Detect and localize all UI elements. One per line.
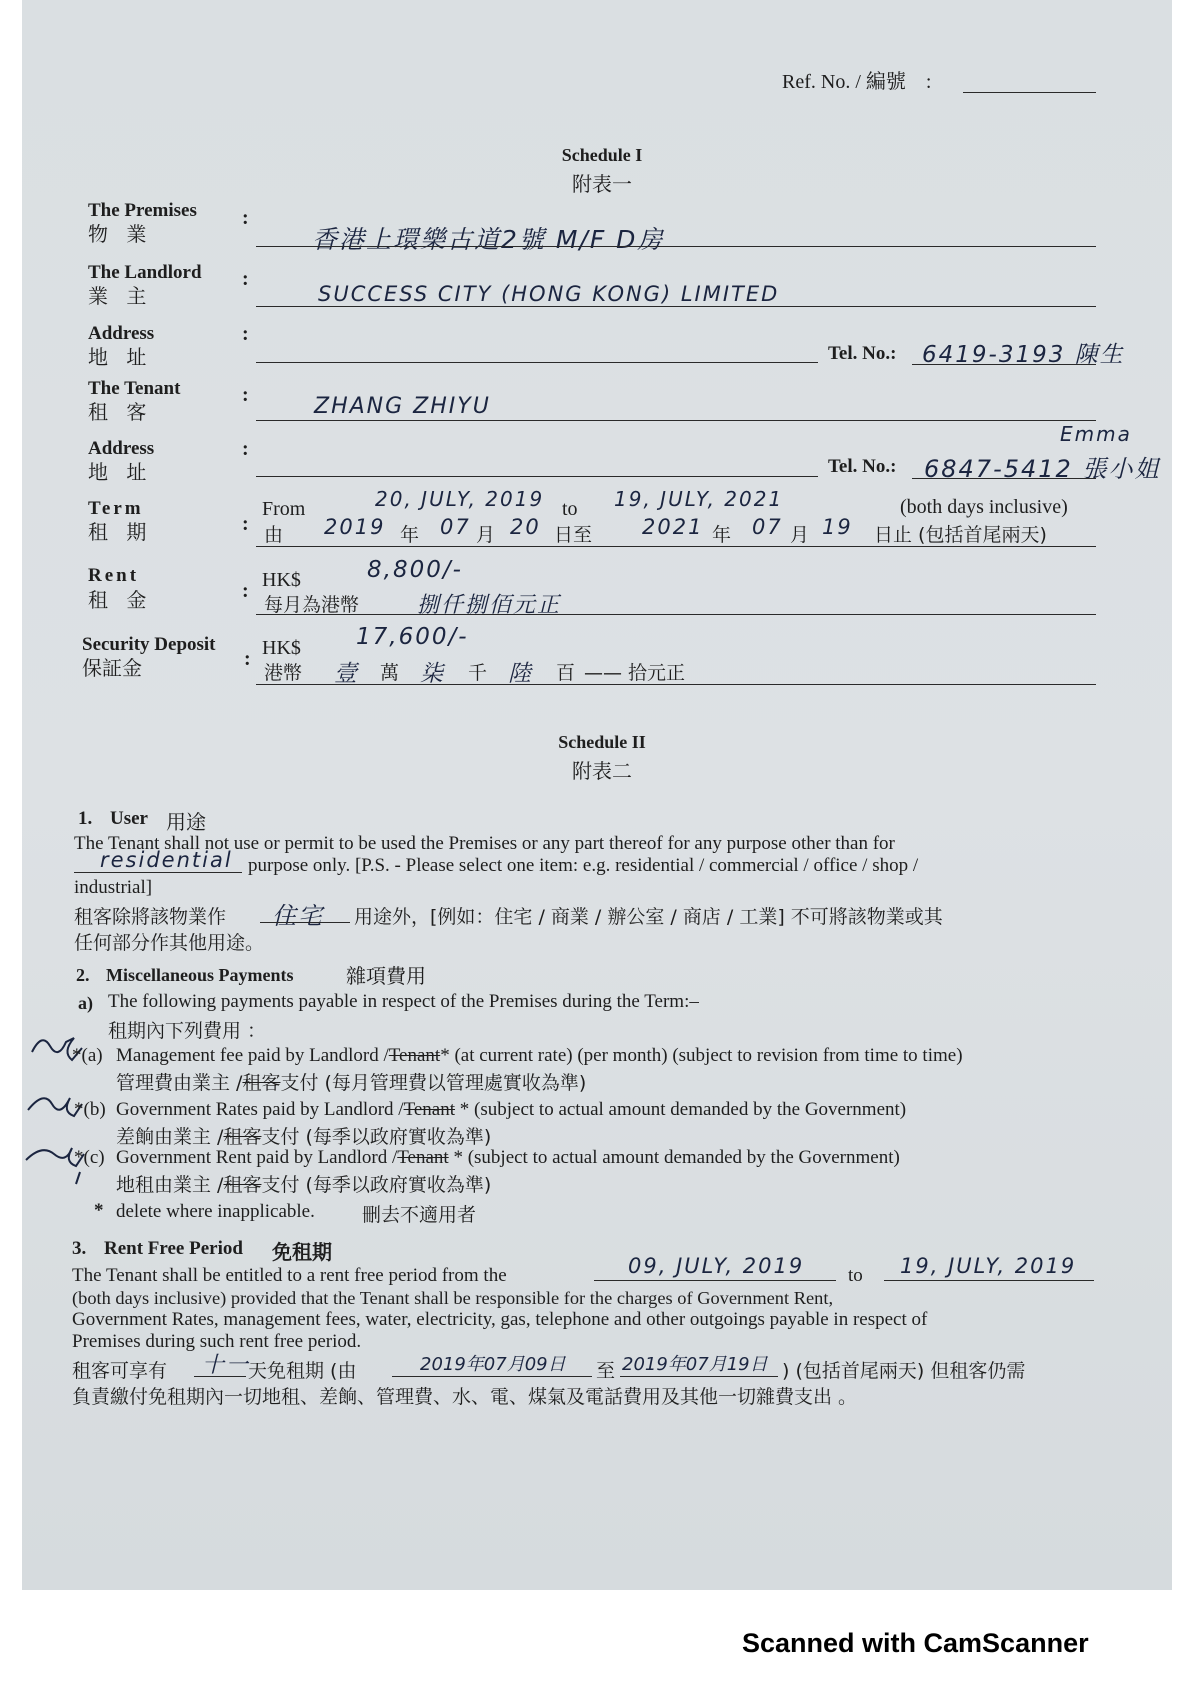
term-label-zh: 租 期 xyxy=(88,520,153,544)
user-heading: User xyxy=(110,808,148,829)
deposit-digit-3: 陸 xyxy=(508,661,533,687)
rent-free-zh-from-line xyxy=(392,1376,592,1377)
deposit-amount: 17,600/- xyxy=(356,624,469,650)
landlord-address-label: Address xyxy=(88,323,155,344)
term-line xyxy=(256,546,1096,547)
rent-free-zh-c: 至 xyxy=(596,1360,616,1382)
rent-label-zh: 租 金 xyxy=(88,588,153,612)
tenant-address-line xyxy=(256,476,818,477)
tenant-line xyxy=(256,420,1096,421)
user-filled: residential xyxy=(100,848,233,872)
colon: : xyxy=(244,648,251,670)
misc-a-label: a) xyxy=(78,993,93,1013)
misc-item-a-text: Management fee paid by Landlord /Tenant* (at current rate) (per month) (subject to revision from time to time) xyxy=(116,1045,963,1066)
landlord-tel-label: Tel. No.: xyxy=(828,343,897,364)
misc-item-b-label: *(b) xyxy=(74,1099,106,1120)
misc-item-c-zh: 地租由業主 /租客支付 (每季以政府實收為準) xyxy=(116,1174,492,1196)
user-zh-line-2: 任何部分作其他用途。 xyxy=(74,932,265,954)
landlord-label-zh: 業 主 xyxy=(88,284,153,308)
rent-free-line-1: The Tenant shall be entitled to a rent free period from the xyxy=(72,1265,507,1286)
deposit-tail: —— 拾元正 xyxy=(584,662,686,684)
term-zh-yue-2: 月 xyxy=(790,524,810,546)
landlord-address-line xyxy=(256,362,818,363)
term-zh-from-year: 2019 xyxy=(324,515,386,539)
user-filled-line xyxy=(74,872,242,873)
term-from-label: From xyxy=(262,498,306,520)
term-to-label: to xyxy=(562,498,578,520)
landlord-tel-value: 6419-3193 陳生 xyxy=(922,342,1125,368)
colon: : xyxy=(242,268,249,290)
rent-free-zh-to-line xyxy=(620,1376,778,1377)
misc-a-text: The following payments payable in respect of the Premises during the Term:– xyxy=(108,991,699,1012)
term-zh-end: 日止 (包括首尾兩天) xyxy=(874,524,1047,546)
user-heading-zh: 用途 xyxy=(166,810,206,834)
colon: : xyxy=(242,384,249,406)
colon: : xyxy=(242,580,249,602)
landlord-value: SUCCESS CITY (HONG KONG) LIMITED xyxy=(318,282,780,306)
tenant-tel-value: 6847-5412 張小姐 xyxy=(924,455,1161,483)
colon: : xyxy=(242,323,249,345)
rent-free-zh-b: 天免租期 (由 xyxy=(248,1360,357,1382)
deposit-unit-1: 萬 xyxy=(380,662,400,684)
rent-zh-prefix: 每月為港幣 xyxy=(264,594,360,616)
misc-item-c-label: *(c) xyxy=(74,1147,105,1168)
misc-heading: Miscellaneous Payments xyxy=(106,965,294,985)
colon: : xyxy=(242,513,249,535)
rent-free-heading: Rent Free Period xyxy=(104,1238,243,1259)
colon: : xyxy=(242,438,249,460)
rent-amount: 8,800/- xyxy=(367,557,463,583)
rent-free-zh-a: 租客可享有 xyxy=(72,1360,168,1382)
rent-free-line-2: (both days inclusive) provided that the Tenant shall be responsible for the charges of Government Rent, xyxy=(72,1288,834,1308)
tenant-tel-line xyxy=(912,478,1096,479)
premises-line xyxy=(256,246,1096,247)
rent-free-from-line xyxy=(594,1280,836,1281)
rent-free-to-line xyxy=(884,1280,1094,1281)
user-line-2: purpose only. [P.S. - Please select one item: e.g. residential / commercial / office / shop / xyxy=(248,855,919,876)
term-zh-you: 由 xyxy=(264,524,284,546)
premises-value: 香港上環樂古道2號 M/F D房 xyxy=(312,225,665,254)
misc-a-zh: 租期內下列費用 ： xyxy=(108,1020,267,1042)
rent-free-zh-days: 十一 xyxy=(202,1353,251,1378)
rent-free-zh-to: 2019年07月19日 xyxy=(622,1354,768,1375)
rent-free-from: 09, JULY, 2019 xyxy=(628,1254,805,1278)
ref-no-label: Ref. No. / 編號 : xyxy=(782,71,932,93)
user-line-1: The Tenant shall not use or permit to be used the Premises or any part thereof for any purpose other than for xyxy=(74,833,895,854)
rent-currency: HK$ xyxy=(262,569,301,591)
misc-heading-zh: 雜項費用 xyxy=(346,964,426,988)
deposit-line xyxy=(256,684,1096,685)
term-to-value: 19, JULY, 2021 xyxy=(614,487,784,511)
tenant-label-zh: 租 客 xyxy=(88,400,153,424)
user-zh-prefix: 租客除將該物業作 xyxy=(74,906,227,928)
misc-item-b-zh: 差餉由業主 /租客支付 (每季以政府實收為準) xyxy=(116,1126,492,1148)
tenant-label: The Tenant xyxy=(88,378,181,399)
term-zh-rizhi: 日至 xyxy=(554,524,593,546)
term-zh-to-year: 2021 xyxy=(642,515,704,539)
landlord-tel-line xyxy=(912,364,1096,365)
landlord-address-label-zh: 地 址 xyxy=(88,345,153,369)
user-line-3: industrial] xyxy=(74,877,153,898)
rent-amount-zh: 捌仟捌佰元正 xyxy=(417,593,562,618)
rent-free-line-3: Government Rates, management fees, water, electricity, gas, telephone and other outgoings payable in respect of xyxy=(72,1309,928,1330)
user-zh-filled-line xyxy=(260,922,350,923)
schedule-i-title: Schedule I xyxy=(561,145,643,165)
misc-item-b-text: Government Rates paid by Landlord /Tenant * (subject to actual amount demanded by the Government) xyxy=(116,1099,907,1120)
misc-note-zh: 刪去不適用者 xyxy=(362,1204,477,1226)
rent-free-heading-zh: 免租期 xyxy=(272,1240,332,1264)
tenant-value: ZHANG ZHIYU xyxy=(314,394,491,419)
user-number: 1. xyxy=(78,808,93,829)
term-zh-yue: 月 xyxy=(476,524,496,546)
deposit-label: Security Deposit xyxy=(82,634,216,655)
tenant-tel-note: Emma xyxy=(1060,422,1132,446)
tenant-address-label: Address xyxy=(88,438,155,459)
misc-item-a-label: *(a) xyxy=(72,1045,103,1066)
misc-item-a-zh: 管理費由業主 /租客支付 (每月管理費以管理處實收為準) xyxy=(116,1072,587,1094)
term-zh-from-month: 07 xyxy=(440,515,471,539)
schedule-ii-title-zh: 附表二 xyxy=(572,759,632,783)
rent-free-to: 19, JULY, 2019 xyxy=(900,1254,1077,1278)
rent-free-number: 3. xyxy=(72,1238,87,1259)
user-zh-suffix: 用途外，[例如：住宅 / 商業 / 辦公室 / 商店 / 工業] 不可將該物業或其 xyxy=(354,906,943,928)
term-from-value: 20, JULY, 2019 xyxy=(375,487,545,511)
document-page xyxy=(22,0,1172,1590)
misc-number: 2. xyxy=(76,965,90,985)
schedule-ii-title: Schedule II xyxy=(558,732,646,752)
misc-note: delete where inapplicable. xyxy=(116,1201,315,1222)
misc-note-star: * xyxy=(94,1200,104,1221)
rent-label: Rent xyxy=(88,565,140,586)
misc-item-c-text: Government Rent paid by Landlord /Tenant * (subject to actual amount demanded by the Government) xyxy=(116,1147,900,1168)
deposit-unit-2: 千 xyxy=(468,662,488,684)
deposit-digit-1: 壹 xyxy=(334,661,359,687)
rent-free-to-label: to xyxy=(848,1265,863,1286)
deposit-label-zh: 保証金 xyxy=(82,656,142,680)
term-zh-to-month: 07 xyxy=(752,515,783,539)
rent-free-line-4: Premises during such rent free period. xyxy=(72,1331,362,1352)
deposit-digit-2: 柒 xyxy=(420,661,445,687)
colon: : xyxy=(242,207,249,229)
tenant-address-label-zh: 地 址 xyxy=(88,460,153,484)
rent-free-zh-line-2: 負責繳付免租期內一切地租、差餉、管理費、水、電、煤氣及電話費用及其他一切雜費支出 。 xyxy=(72,1386,858,1408)
rent-free-zh-days-line xyxy=(194,1376,246,1377)
deposit-unit-3: 百 xyxy=(556,662,576,684)
rent-free-zh-from: 2019年07月09日 xyxy=(420,1354,566,1375)
term-zh-to-day: 19 xyxy=(822,515,853,539)
camscanner-watermark: Scanned with CamScanner xyxy=(742,1628,1089,1658)
term-inclusive: (both days inclusive) xyxy=(900,496,1068,518)
landlord-label: The Landlord xyxy=(88,262,202,283)
ref-no-line xyxy=(963,92,1096,93)
deposit-zh-prefix: 港幣 xyxy=(264,662,303,684)
tenant-tel-label: Tel. No.: xyxy=(828,456,897,477)
premises-label: The Premises xyxy=(88,200,197,221)
premises-label-zh: 物 業 xyxy=(88,222,153,246)
term-zh-from-day: 20 xyxy=(510,515,541,539)
schedule-i-title-zh: 附表一 xyxy=(572,172,632,196)
deposit-currency: HK$ xyxy=(262,637,301,659)
rent-line xyxy=(256,614,1096,615)
rent-free-zh-d: ) (包括首尾兩天) 但租客仍需 xyxy=(782,1360,1026,1382)
user-zh-filled: 住宅 xyxy=(272,902,324,930)
term-label: Term xyxy=(88,498,144,519)
term-zh-nian-2: 年 xyxy=(712,524,732,546)
term-zh-nian: 年 xyxy=(400,524,420,546)
landlord-line xyxy=(256,306,1096,307)
